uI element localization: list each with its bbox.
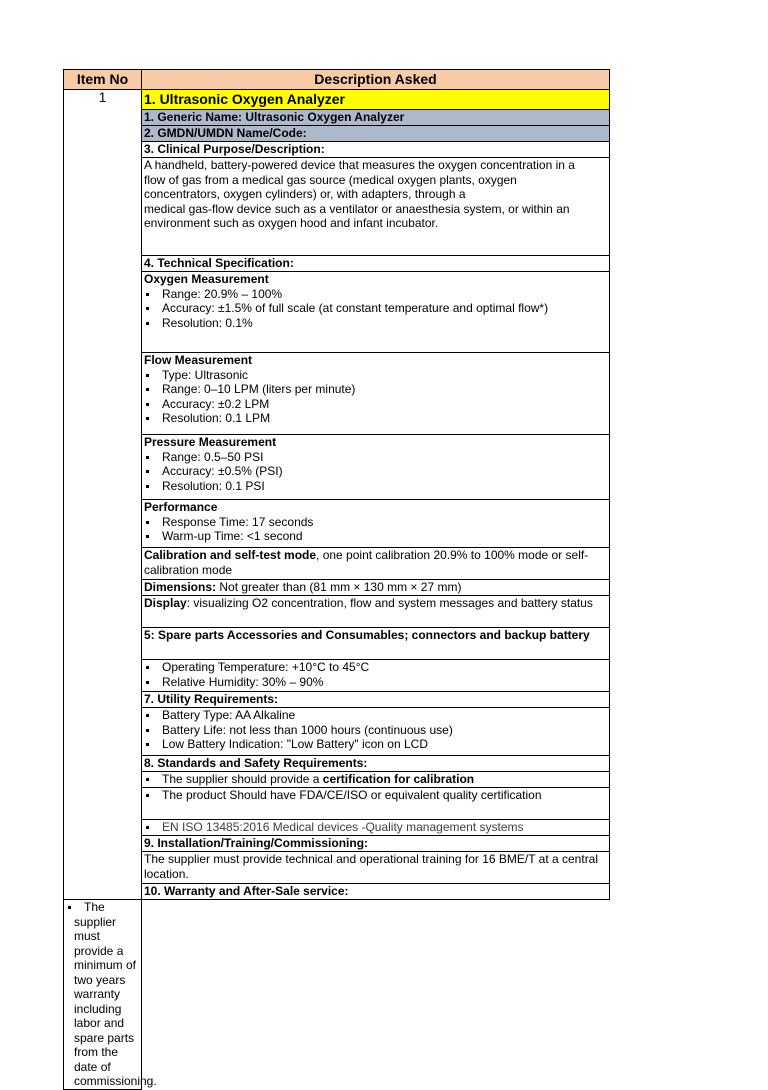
- list-item: Low Battery Indication: "Low Battery" icon on LCD: [144, 737, 607, 752]
- table-header-row: [64, 70, 610, 90]
- calibration-text: , one point calibration 20.9% to 100% mode or self-calibration mode: [144, 548, 589, 577]
- technical-heading-row: [64, 256, 610, 272]
- clinical-description-row: [64, 158, 610, 256]
- gmdn-row: [64, 126, 610, 142]
- list-item: Battery Life: not less than 1000 hours (continuous use): [144, 723, 607, 738]
- utility-heading-row: [64, 692, 610, 708]
- calibration-bold: certification for calibration: [322, 772, 475, 786]
- list-item: Accuracy: ±0.5% (PSI): [144, 464, 607, 479]
- spare-heading: 5: Spare parts Accessories and Consumables; connectors and backup battery: [142, 628, 610, 660]
- performance: [142, 500, 610, 548]
- calibration-mode: [142, 548, 610, 580]
- header-description: Description Asked: [142, 70, 610, 90]
- item-title: 1. Ultrasonic Oxygen Analyzer: [142, 90, 610, 110]
- display-text: : visualizing O2 concentration, flow and system messages and battery status: [186, 596, 593, 610]
- display-label: Display: [144, 596, 187, 610]
- standards-calibration: [142, 772, 610, 788]
- list-item: Type: Ultrasonic: [144, 368, 607, 383]
- list-item: Accuracy: ±1.5% of full scale (at constant temperature and optimal flow*): [144, 301, 607, 316]
- utility-list-row: [64, 708, 610, 756]
- oxygen-title: Oxygen Measurement: [144, 272, 269, 286]
- standards-heading: 8. Standards and Safety Requirements:: [142, 756, 610, 772]
- warranty-text: [64, 900, 157, 1090]
- oxygen-measurement: [142, 272, 610, 353]
- list-item: [144, 772, 607, 787]
- specification-table: [63, 69, 610, 1090]
- list-item: Battery Type: AA Alkaline: [144, 708, 607, 723]
- utility-heading: 7. Utility Requirements:: [142, 692, 610, 708]
- list-item: Operating Temperature: +10°C to 45°C: [144, 660, 607, 675]
- dimensions-label: Dimensions:: [144, 580, 217, 594]
- flow-list: [144, 368, 607, 426]
- performance-row: [64, 500, 610, 548]
- installation-heading: 9. Installation/Training/Commissioning:: [142, 836, 610, 852]
- display-row: [64, 596, 610, 628]
- standards-iso: [142, 820, 610, 836]
- list-item: The product Should have FDA/CE/ISO or equivalent quality certification: [144, 788, 607, 803]
- spare-conditions: [142, 660, 610, 692]
- utility-list: [144, 708, 607, 752]
- list-item: Resolution: 0.1%: [144, 316, 607, 331]
- utility-requirements: [142, 708, 610, 756]
- list-item: Resolution: 0.1 PSI: [144, 479, 607, 494]
- clinical-description: [142, 158, 610, 256]
- list-item: EN ISO 13485:2016 Medical devices -Quality management systems: [144, 820, 607, 835]
- spare-list-row: [64, 660, 610, 692]
- performance-title: Performance: [144, 500, 218, 514]
- installation-text-row: [64, 852, 610, 884]
- warranty-heading-row: [64, 884, 610, 900]
- clinical-line: A handheld, battery-powered device that measures the oxygen concentration in a: [144, 158, 575, 172]
- standards-heading-row: [64, 756, 610, 772]
- list-item: Resolution: 0.1 LPM: [144, 411, 607, 426]
- list-item: Range: 20.9% – 100%: [144, 287, 607, 302]
- performance-list: [144, 515, 607, 544]
- oxygen-row: [64, 272, 610, 353]
- technical-heading: 4. Technical Specification:: [142, 256, 610, 272]
- clinical-line: medical gas-flow device such as a ventilator or anaesthesia system, or within an: [144, 201, 570, 216]
- spare-heading-row: [64, 628, 610, 660]
- clinical-heading: 3. Clinical Purpose/Description:: [142, 142, 610, 158]
- flow-row: [64, 353, 610, 435]
- list-item: Response Time: 17 seconds: [144, 515, 607, 530]
- item-number: 1: [64, 90, 142, 900]
- gmdn-code: 2. GMDN/UMDN Name/Code:: [142, 126, 610, 142]
- flow-measurement: [142, 353, 610, 435]
- list-item: Range: 0–10 LPM (liters per minute): [144, 382, 607, 397]
- clinical-line: environment such as oxygen hood and infant incubator.: [144, 216, 439, 230]
- list-item: Range: 0.5–50 PSI: [144, 450, 607, 465]
- item-title-row: [64, 90, 610, 110]
- pressure-row: [64, 435, 610, 500]
- warranty-heading: 10. Warranty and After-Sale service:: [142, 884, 610, 900]
- list-item: Accuracy: ±0.2 LPM: [144, 397, 607, 412]
- flow-title: Flow Measurement: [144, 353, 253, 367]
- display: [142, 596, 610, 628]
- installation-heading-row: [64, 836, 610, 852]
- warranty-text-row: [64, 900, 610, 1090]
- pressure-title: Pressure Measurement: [144, 435, 277, 449]
- installation-text: The supplier must provide technical and operational training for 16 BME/T at a central location.: [142, 852, 610, 884]
- spare-list: [144, 660, 607, 689]
- oxygen-list: [144, 287, 607, 331]
- clinical-line: flow of gas from a medical gas source (medical oxygen plants, oxygen: [144, 172, 517, 187]
- dimensions-text: Not greater than (81 mm × 130 mm × 27 mm): [216, 580, 462, 594]
- dimensions: [142, 580, 610, 596]
- generic-name: 1. Generic Name: Ultrasonic Oxygen Analyzer: [142, 110, 610, 126]
- calibration-label: Calibration and self-test mode: [144, 548, 317, 562]
- pressure-measurement: [142, 435, 610, 500]
- header-item-no: Item No: [64, 70, 142, 90]
- clinical-heading-row: [64, 142, 610, 158]
- standards-fda-row: [64, 788, 610, 820]
- standards-fda: [142, 788, 610, 820]
- calibration-prefix: The supplier should provide a: [162, 772, 323, 786]
- standards-calibration-row: [64, 772, 610, 788]
- dimensions-row: [64, 580, 610, 596]
- list-item: Warm-up Time: <1 second: [144, 529, 607, 544]
- standards-iso-row: [64, 820, 610, 836]
- calibration-row: [64, 548, 610, 580]
- pressure-list: [144, 450, 607, 494]
- clinical-line: concentrators, oxygen cylinders) or, with adapters, through a: [144, 187, 466, 201]
- list-item: The supplier must provide a minimum of two years warranty including labor and spare parts from the date of commissioning.: [66, 900, 139, 1089]
- generic-name-row: [64, 110, 610, 126]
- list-item: Relative Humidity: 30% – 90%: [144, 675, 607, 690]
